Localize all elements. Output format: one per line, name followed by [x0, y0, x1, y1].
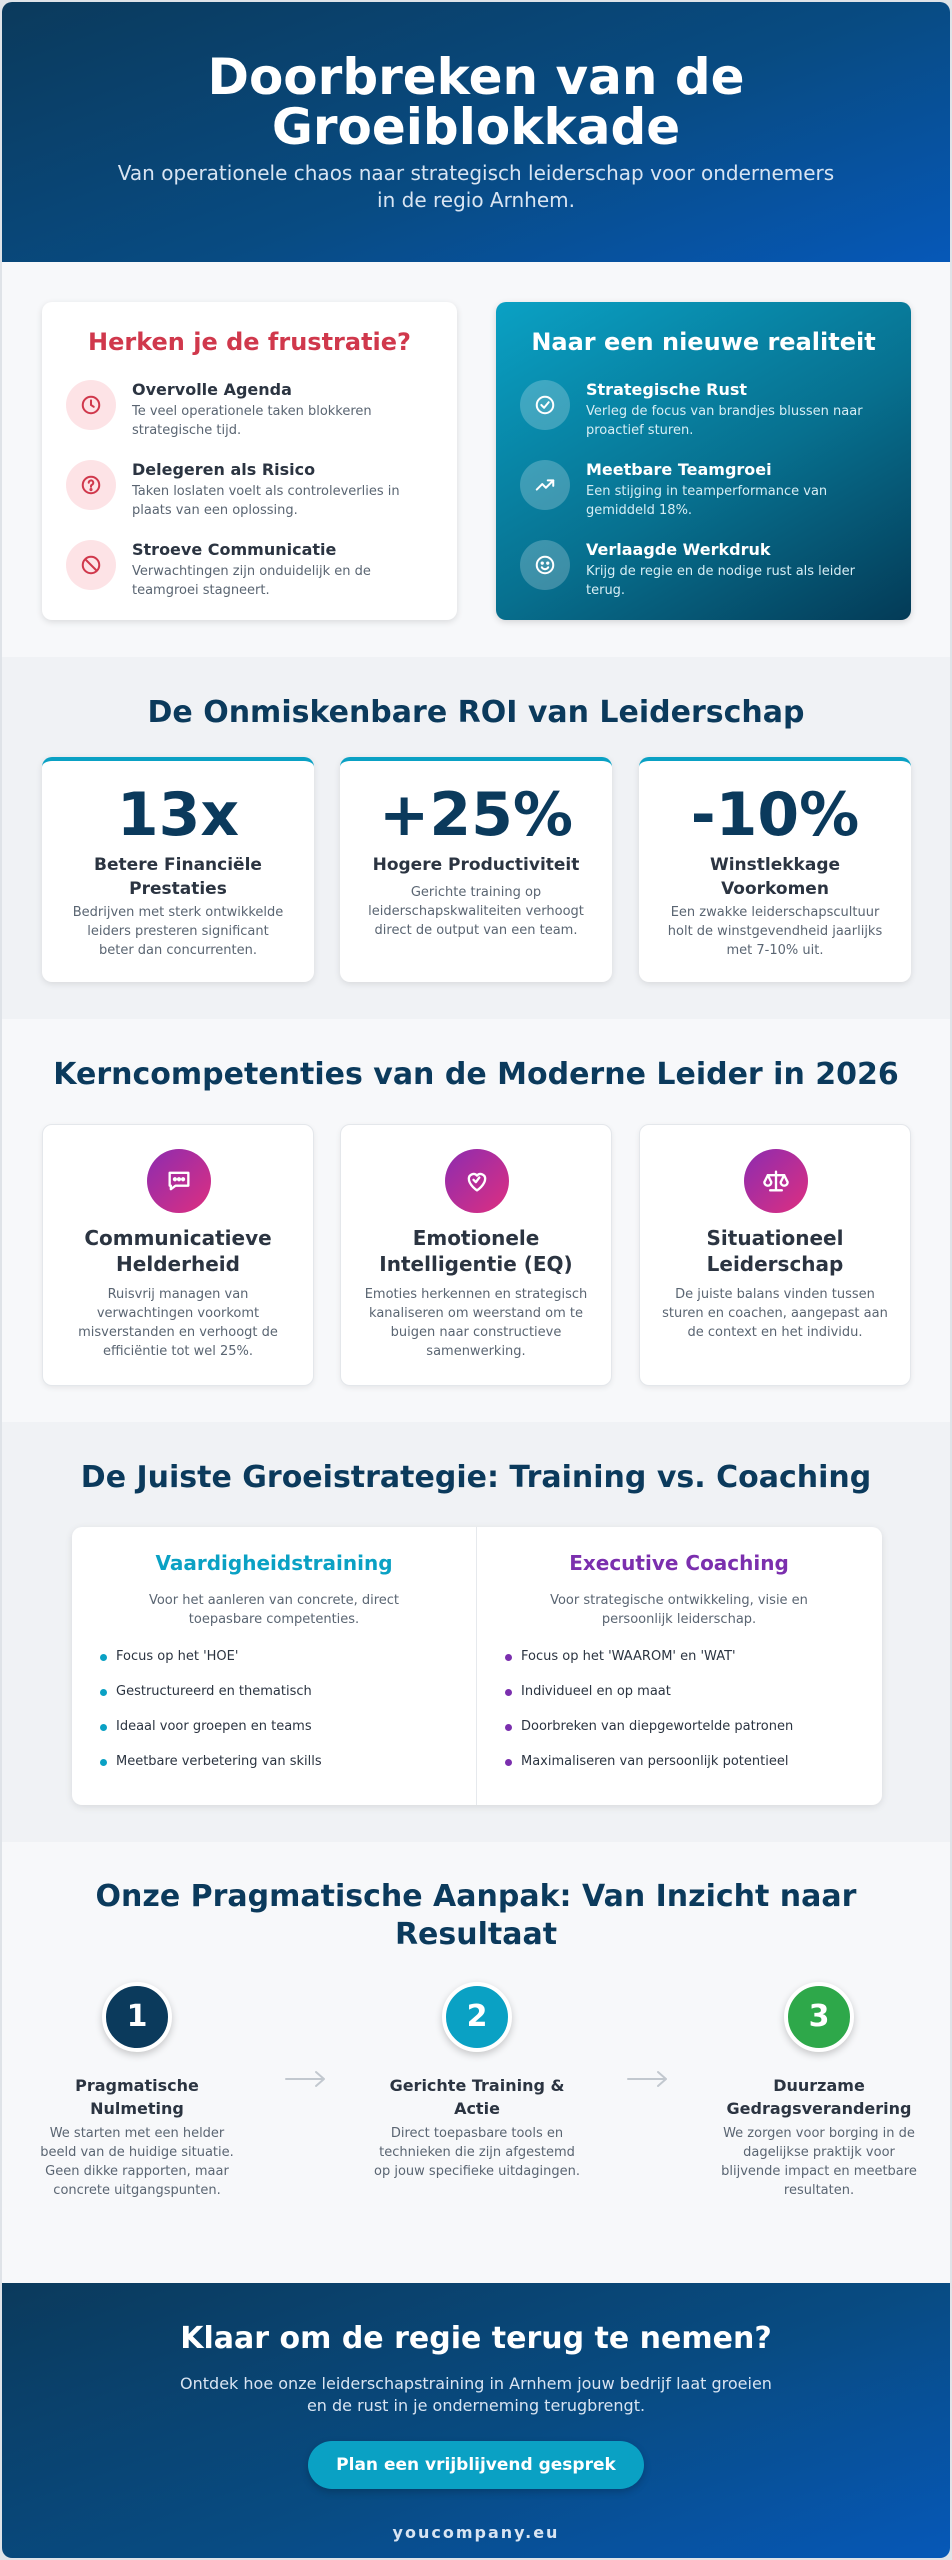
step-title: Gerichte Training & Actie — [389, 2076, 565, 2118]
competency-title: Situationeel Leiderschap — [706, 1226, 844, 1276]
training-list — [100, 1647, 456, 1787]
heart-icon — [445, 1149, 509, 1213]
coaching-column — [477, 1527, 881, 1805]
problem-item — [66, 460, 437, 530]
strategy-section — [2, 1422, 950, 1842]
stat-card — [42, 757, 314, 982]
competency-desc: Ruisvrij managen van verwachtingen voorkomt misverstanden en verhoogt de efficiëntie tot wel 25%. — [78, 1287, 278, 1359]
infographic-page — [2, 2, 950, 2558]
check-circle-icon — [520, 380, 570, 430]
competency-desc: De juiste balans vinden tussen sturen en coachen, aangepast aan de context en het individu. — [662, 1287, 888, 1340]
solution-title: Verlaagde Werkdruk — [586, 540, 771, 559]
arrow-right-icon — [284, 2069, 328, 2089]
footer-domain: youcompany.eu — [392, 2523, 560, 2542]
problem-title: Delegeren als Risico — [132, 460, 316, 479]
step-title: Pragmatische Nulmeting — [75, 2076, 199, 2118]
competency-desc: Emoties herkennen en strategisch kanaliseren om weerstand om te buigen naar constructieve samenwerking. — [364, 1287, 588, 1359]
problem-title: Stroeve Communicatie — [132, 540, 337, 559]
frustration-card — [42, 302, 457, 620]
competencies-section — [2, 1019, 950, 1422]
stat-value: 13x — [116, 780, 240, 850]
solution-item — [520, 460, 891, 530]
competency-title: Emotionele Intelligentie (EQ) — [379, 1226, 573, 1276]
solution-desc: Een stijging in teamperformance van gemiddeld 18%. — [586, 484, 828, 518]
stat-card — [340, 757, 612, 982]
roi-title: De Onmiskenbare ROI van Leiderschap — [147, 695, 805, 730]
training-title: Vaardigheidstraining — [155, 1551, 393, 1575]
solution-item — [520, 380, 891, 450]
competency-card — [639, 1124, 911, 1386]
plan-meeting-button[interactable]: Plan een vrijblijvend gesprek — [308, 2441, 644, 2489]
list-item: Meetbare verbetering van skills — [100, 1752, 456, 1787]
frustration-title: Herken je de frustratie? — [88, 328, 411, 356]
approach-title: Onze Pragmatische Aanpak: Van Inzicht naar Resultaat — [95, 1879, 857, 1952]
list-item: Doorbreken van diepgewortelde patronen — [505, 1717, 861, 1752]
coaching-list — [505, 1647, 861, 1787]
list-item: Gestructureerd en thematisch — [100, 1682, 456, 1717]
solution-item — [520, 540, 891, 610]
step-desc: Direct toepasbare tools en technieken die zijn afgestemd op jouw specifieke uitdagingen. — [374, 2126, 580, 2179]
cta-text: Ontdek hoe onze leiderschapstraining in Arnhem jouw bedrijf laat groeien en de rust in je onderneming terugbrengt. — [180, 2374, 772, 2415]
list-item: Individueel en op maat — [505, 1682, 861, 1717]
step-number: 2 — [442, 1982, 512, 2052]
coaching-title: Executive Coaching — [569, 1551, 789, 1575]
new-reality-card — [496, 302, 911, 620]
problem-title: Overvolle Agenda — [132, 380, 292, 399]
question-icon — [66, 460, 116, 510]
competencies-title: Kerncompetenties van de Moderne Leider in 2026 — [53, 1057, 899, 1092]
list-item: Focus op het 'WAAROM' en 'WAT' — [505, 1647, 861, 1682]
roi-section — [2, 657, 950, 1019]
solution-title: Meetbare Teamgroei — [586, 460, 772, 479]
training-column — [72, 1527, 476, 1805]
step-desc: We zorgen voor borging in de dagelijkse praktijk voor blijvende impact en meetbare resultaten. — [721, 2126, 917, 2198]
chat-bubble-icon — [147, 1149, 211, 1213]
solution-desc: Krijg de regie en de nodige rust als leider terug. — [586, 564, 855, 598]
blocked-icon — [66, 540, 116, 590]
problem-solution-section — [2, 262, 950, 657]
stat-desc: Bedrijven met sterk ontwikkelde leiders presteren significant beter dan concurrenten. — [72, 905, 284, 958]
clock-icon — [66, 380, 116, 430]
stat-card — [639, 757, 911, 982]
trend-up-icon — [520, 460, 570, 510]
step-desc: We starten met een helder beeld van de huidige situatie. Geen dikke rapporten, maar concrete uitgangspunten. — [40, 2126, 234, 2198]
step-number: 1 — [102, 1982, 172, 2052]
problem-item — [66, 380, 437, 450]
page-title: Doorbreken van de Groeiblokkade — [207, 48, 745, 156]
stat-value: -10% — [690, 780, 860, 850]
problem-desc: Taken loslaten voelt als controleverlies in plaats van een oplossing. — [132, 484, 400, 518]
new-reality-title: Naar een nieuwe realiteit — [531, 328, 876, 356]
approach-section — [2, 1842, 950, 2283]
list-item: Ideaal voor groepen en teams — [100, 1717, 456, 1752]
step-title: Duurzame Gedragsverandering — [726, 2076, 912, 2118]
list-item: Maximaliseren van persoonlijk potentieel — [505, 1752, 861, 1787]
hero-header — [2, 2, 950, 262]
stat-label: Winstlekkage Voorkomen — [709, 855, 841, 899]
comparison-card — [72, 1527, 882, 1805]
problem-desc: Verwachtingen zijn onduidelijk en de teamgroei stagneert. — [132, 564, 371, 598]
competency-card — [42, 1124, 314, 1386]
scale-icon — [744, 1149, 808, 1213]
stat-label: Betere Financiële Prestaties — [94, 855, 262, 899]
solution-title: Strategische Rust — [586, 380, 747, 399]
strategy-title: De Juiste Groeistrategie: Training vs. Coaching — [80, 1460, 872, 1495]
page-subtitle: Van operationele chaos naar strategisch leiderschap voor ondernemers in de regio Arnhem. — [117, 161, 835, 212]
stat-value: +25% — [379, 780, 573, 850]
stat-desc: Gerichte training op leiderschapskwaliteiten verhoogt direct de output van een team. — [368, 885, 584, 938]
problem-desc: Te veel operationele taken blokkeren strategische tijd. — [132, 404, 372, 438]
problem-item — [66, 540, 437, 610]
cta-section — [2, 2283, 950, 2558]
competency-title: Communicatieve Helderheid — [84, 1226, 272, 1276]
step-number: 3 — [784, 1982, 854, 2052]
list-item: Focus op het 'HOE' — [100, 1647, 456, 1682]
smile-icon — [520, 540, 570, 590]
coaching-sub: Voor strategische ontwikkeling, visie en persoonlijk leiderschap. — [550, 1593, 808, 1627]
competency-card — [340, 1124, 612, 1386]
cta-title: Klaar om de regie terug te nemen? — [180, 2321, 772, 2356]
arrow-right-icon — [626, 2069, 670, 2089]
training-sub: Voor het aanleren van concrete, direct toepasbare competenties. — [148, 1593, 400, 1627]
solution-desc: Verleg de focus van brandjes blussen naar proactief sturen. — [586, 404, 863, 438]
stat-label: Hogere Productiviteit — [372, 855, 580, 875]
stat-desc: Een zwakke leiderschapscultuur holt de winstgevendheid jaarlijks met 7-10% uit. — [667, 905, 883, 958]
